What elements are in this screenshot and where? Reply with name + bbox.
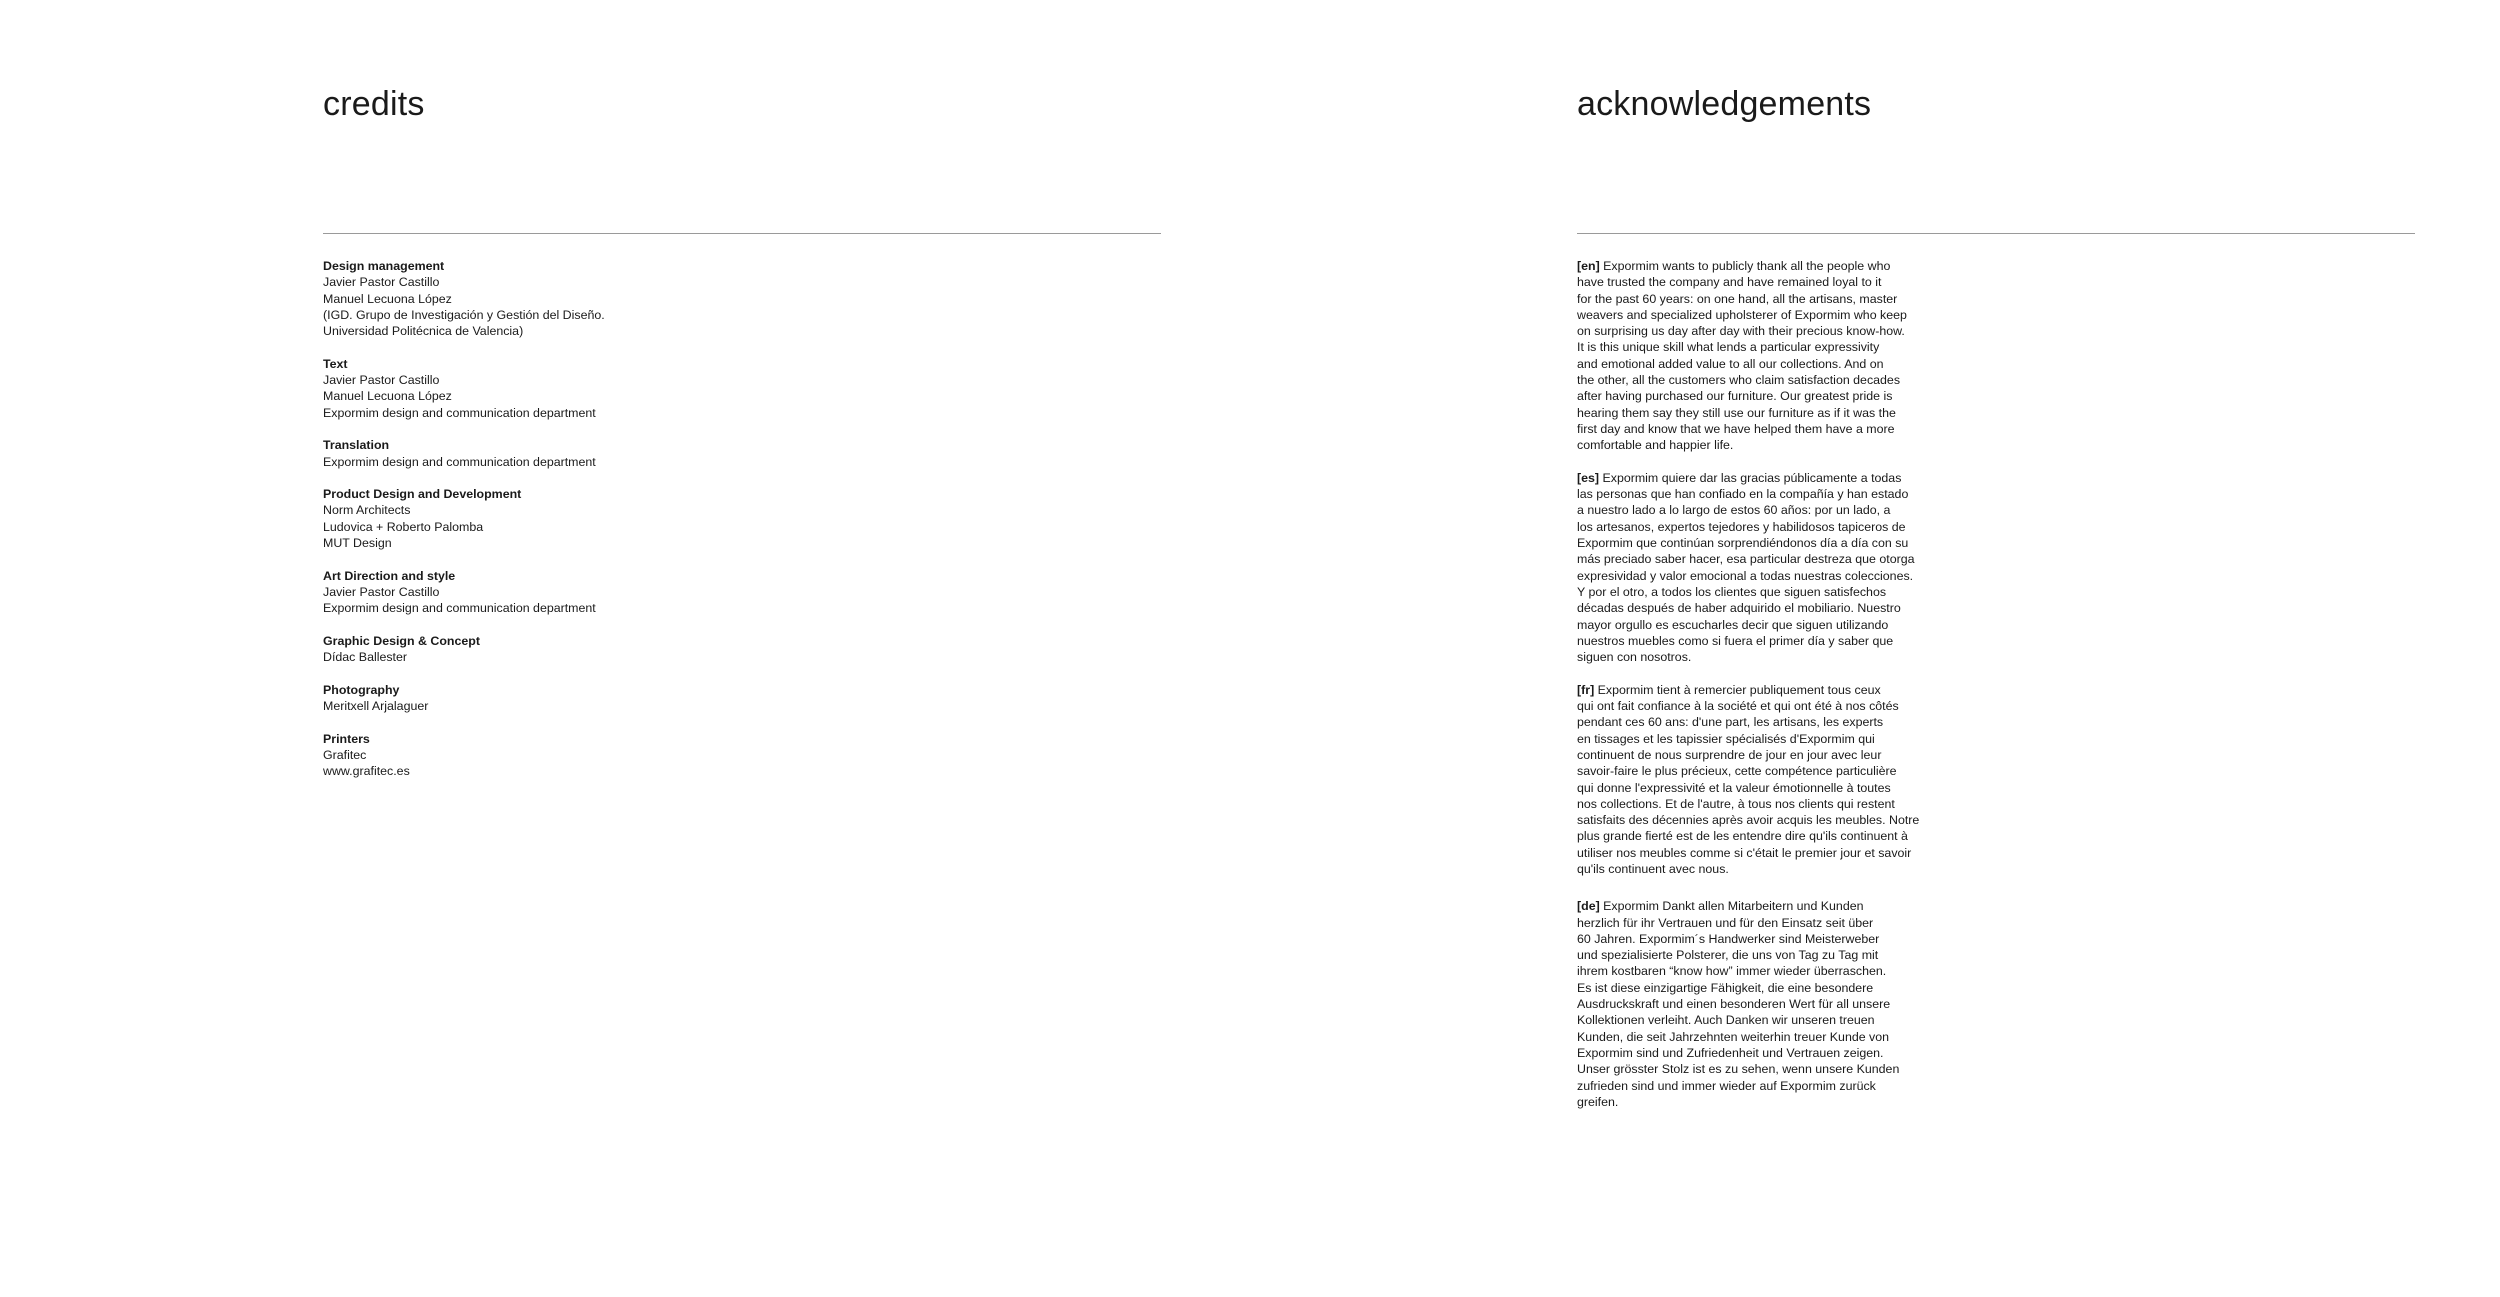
credit-title: Graphic Design & Concept [323,633,480,648]
credit-section-art-direction [323,568,605,617]
printer-website: www.grafitec.es [323,764,410,779]
ack-first-line [1577,898,1919,914]
credit-section-design-management [323,258,605,339]
credits-list [323,258,605,796]
ack-line: satisfaits des décennies après avoir acquis les meubles. Notre [1577,813,1920,828]
ack-line: mayor orgullo es escucharles decir que siguen utilizando [1577,617,1889,632]
ack-line: herzlich für ihr Vertrauen und für den Einsatz seit über [1577,915,1874,930]
ack-line: los artesanos, expertos tejedores y habilidosos tapiceros de [1577,519,1906,534]
ack-line: It is this unique skill what lends a particular expressivity [1577,340,1880,355]
ack-text: Expormim quiere dar las gracias públicamente a todas [1599,470,1902,485]
ack-line: Expormim que continúan sorprendiéndonos día a día con su [1577,536,1909,551]
ack-line: on surprising us day after day with their precious know-how. [1577,324,1905,339]
ack-line: décadas después de haber adquirido el mobiliario. Nuestro [1577,601,1901,616]
credit-line: Norm Architects [323,503,411,518]
credit-line: (IGD. Grupo de Investigación y Gestión del Diseño. [323,307,605,322]
ack-line: Ausdruckskraft und einen besonderen Wert für all unsere [1577,997,1891,1012]
credit-line: Universidad Politécnica de Valencia) [323,324,524,339]
ack-line: continuent de nous surprendre de jour en jour avec leur [1577,747,1882,762]
ack-line: the other, all the customers who claim satisfaction decades [1577,373,1901,388]
ack-first-line [1577,470,1919,486]
ack-line: comfortable and happier life. [1577,438,1734,453]
credit-line: Expormim design and communication department [323,405,596,420]
ack-line: a nuestro lado a lo largo de estos 60 años: por un lado, a [1577,503,1891,518]
ack-line: first day and know that we have helped them have a more [1577,421,1895,436]
ack-line: Y por el otro, a todos los clientes que siguen satisfechos [1577,584,1887,599]
credit-line: Javier Pastor Castillo [323,275,440,290]
credit-line: Expormim design and communication department [323,454,596,469]
credit-title: Text [323,356,348,371]
ack-line: utiliser nos meubles comme si c'était le premier jour et savoir [1577,845,1912,860]
credit-section-product-design [323,486,605,551]
ack-text: Expormim wants to publicly thank all the people who [1599,259,1891,273]
acknowledgements-heading: acknowledgements [1577,85,1872,123]
ack-line: zufrieden sind und immer wieder auf Expormim zurück [1577,1078,1876,1093]
ack-line: for the past 60 years: on one hand, all the artisans, master [1577,291,1898,306]
ack-line: más preciado saber hacer, esa particular destreza que otorga [1577,552,1915,567]
ack-line: en tissages et les tapissier spécialisés d'Expormim qui [1577,731,1875,746]
credit-section-translation [323,437,605,470]
ack-paragraph-de [1577,898,1919,1110]
ack-line: plus grande fierté est de les entendre dire qu'ils continuent à [1577,829,1908,844]
ack-line: pendant ces 60 ans: d'une part, les artisans, les experts [1577,715,1884,730]
credit-title: Art Direction and style [323,568,456,583]
ack-text: Expormim tient à remercier publiquement tous ceux [1594,682,1881,697]
ack-line: expresividad y valor emocional a todas nuestras colecciones. [1577,568,1914,583]
acknowledgements-divider [1577,233,2415,234]
ack-first-line [1577,258,1919,274]
ack-line: siguen con nosotros. [1577,650,1692,665]
ack-line: qui ont fait confiance à la société et qui ont été à nos côtés [1577,699,1899,714]
credit-title: Product Design and Development [323,487,522,502]
credit-line: Meritxell Arjalaguer [323,699,429,714]
acknowledgements-text [1577,258,1919,1126]
ack-line: Kunden, die seit Jahrzehnten weiterhin treuer Kunde von [1577,1029,1890,1044]
credit-line: Manuel Lecuona López [323,389,452,404]
credit-line: Dídac Ballester [323,650,408,665]
ack-line: Es ist diese einzigartige Fähigkeit, die eine besondere [1577,980,1874,995]
lang-tag-es: [es] [1577,470,1600,485]
credit-section-photography [323,682,605,715]
ack-line: Unser grösster Stolz ist es zu sehen, wenn unsere Kunden [1577,1062,1900,1077]
credit-title: Photography [323,682,400,697]
ack-line: weavers and specialized upholsterer of Expormim who keep [1577,307,1907,322]
credit-section-graphic-design [323,633,605,666]
ack-line: greifen. [1577,1094,1619,1109]
credit-section-text [323,356,605,421]
ack-line: qui donne l'expressivité et la valeur émotionnelle à toutes [1577,780,1891,795]
ack-line: und spezialisierte Polsterer, die uns von Tag zu Tag mit [1577,948,1879,963]
ack-paragraph-es [1577,470,1919,666]
credit-title: Translation [323,438,390,453]
credits-divider [323,233,1161,234]
ack-paragraph-en [1577,258,1919,454]
ack-line: savoir-faire le plus précieux, cette compétence particulière [1577,764,1897,779]
ack-line: 60 Jahren. Expormim´s Handwerker sind Meisterweber [1577,931,1880,946]
ack-line: hearing them say they still use our furniture as if it was the [1577,405,1896,420]
lang-tag-de: [de] [1577,899,1600,914]
ack-line: ihrem kostbaren “know how” immer wieder überraschen. [1577,964,1887,979]
ack-line: qu'ils continuent avec nous. [1577,861,1729,876]
ack-text: Expormim Dankt allen Mitarbeitern und Kunden [1599,899,1864,914]
ack-first-line [1577,682,1919,698]
credit-title: Design management [323,259,445,273]
lang-tag-en: [en] [1577,259,1600,273]
credits-heading: credits [323,85,425,123]
credit-line: Javier Pastor Castillo [323,584,440,599]
credit-line: Ludovica + Roberto Palomba [323,519,484,534]
ack-line: las personas que han confiado en la compañía y han estado [1577,487,1909,502]
lang-tag-fr: [fr] [1577,682,1595,697]
ack-line: Kollektionen verleiht. Auch Danken wir unseren treuen [1577,1013,1875,1028]
ack-line: nos collections. Et de l'autre, à tous nos clients qui restent [1577,796,1895,811]
credit-section-printers [323,731,605,780]
ack-line: nuestros muebles como si fuera el primer día y saber que [1577,633,1894,648]
ack-line: have trusted the company and have remained loyal to it [1577,275,1882,290]
ack-paragraph-fr [1577,682,1919,878]
credit-line: Javier Pastor Castillo [323,373,440,388]
ack-line: after having purchased our furniture. Our greatest pride is [1577,389,1893,404]
ack-line: Expormim sind und Zufriedenheit und Vertrauen zeigen. [1577,1045,1884,1060]
credit-title: Printers [323,731,370,746]
ack-line: and emotional added value to all our collections. And on [1577,356,1884,371]
credit-line: Manuel Lecuona López [323,291,452,306]
credit-line: MUT Design [323,536,392,551]
credit-line: Grafitec [323,747,367,762]
credit-line: Expormim design and communication department [323,601,596,616]
